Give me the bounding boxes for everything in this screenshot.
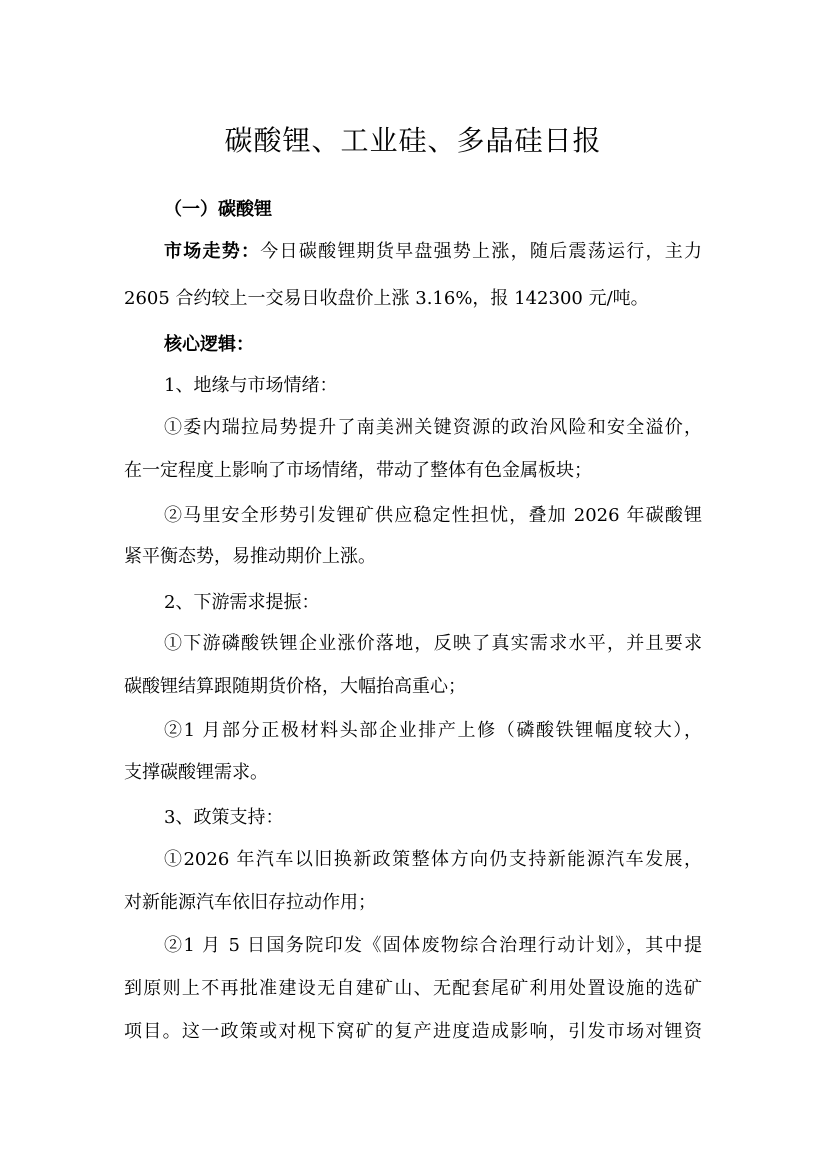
core-logic-label: 核心逻辑：: [164, 334, 254, 355]
document-title: 碳酸锂、工业硅、多晶硅日报: [224, 123, 602, 157]
point-3-title: 3、政策支持：: [164, 807, 284, 828]
market-trend-paragraph-line-1: [124, 238, 702, 266]
point-3b-line-2: 到原则上不再批准建设无自建矿山、无配套尾矿利用处置设施的选矿: [124, 978, 702, 999]
market-trend-label: 市场走势：: [164, 241, 261, 262]
point-3a-line-2: 对新能源汽车依旧存拉动作用；: [124, 892, 376, 913]
point-3b-line-3: 项目。这一政策或对枧下窝矿的复产进度造成影响，引发市场对锂资: [124, 1021, 702, 1042]
point-2-title: 2、下游需求提振：: [164, 592, 320, 613]
point-1b-line-2: 紧平衡态势，易推动期价上涨。: [124, 546, 376, 567]
market-trend-text-line-2: 2605 合约较上一交易日收盘价上涨 3.16%，报 142300 元/吨。: [124, 288, 649, 309]
section-heading: （一）碳酸锂: [164, 199, 272, 220]
point-1b-line-1: ②马里安全形势引发锂矿供应稳定性担忧，叠加 2026 年碳酸锂: [164, 505, 702, 526]
point-2b-line-2: 支撑碳酸锂需求。: [124, 762, 268, 783]
point-2a-line-2: 碳酸锂结算跟随期货价格，大幅抬高重心；: [124, 676, 466, 697]
point-3a-line-1: ①2026 年汽车以旧换新政策整体方向仍支持新能源汽车发展，: [164, 849, 702, 870]
point-1-title: 1、地缘与市场情绪：: [164, 375, 338, 396]
point-2b-line-1: ②1 月部分正极材料头部企业排产上修（磷酸铁锂幅度较大），: [164, 720, 702, 741]
point-1a-line-1: ①委内瑞拉局势提升了南美洲关键资源的政治风险和安全溢价，: [164, 417, 702, 438]
point-2a-line-1: ①下游磷酸铁锂企业涨价落地，反映了真实需求水平，并且要求: [164, 633, 702, 654]
point-3b-line-1: ②1 月 5 日国务院印发《固体废物综合治理行动计划》，其中提: [164, 935, 702, 956]
point-1a-line-2: 在一定程度上影响了市场情绪，带动了整体有色金属板块；: [124, 460, 592, 481]
market-trend-text-line-1: 今日碳酸锂期货早盘强势上涨，随后震荡运行，主力: [260, 241, 702, 262]
